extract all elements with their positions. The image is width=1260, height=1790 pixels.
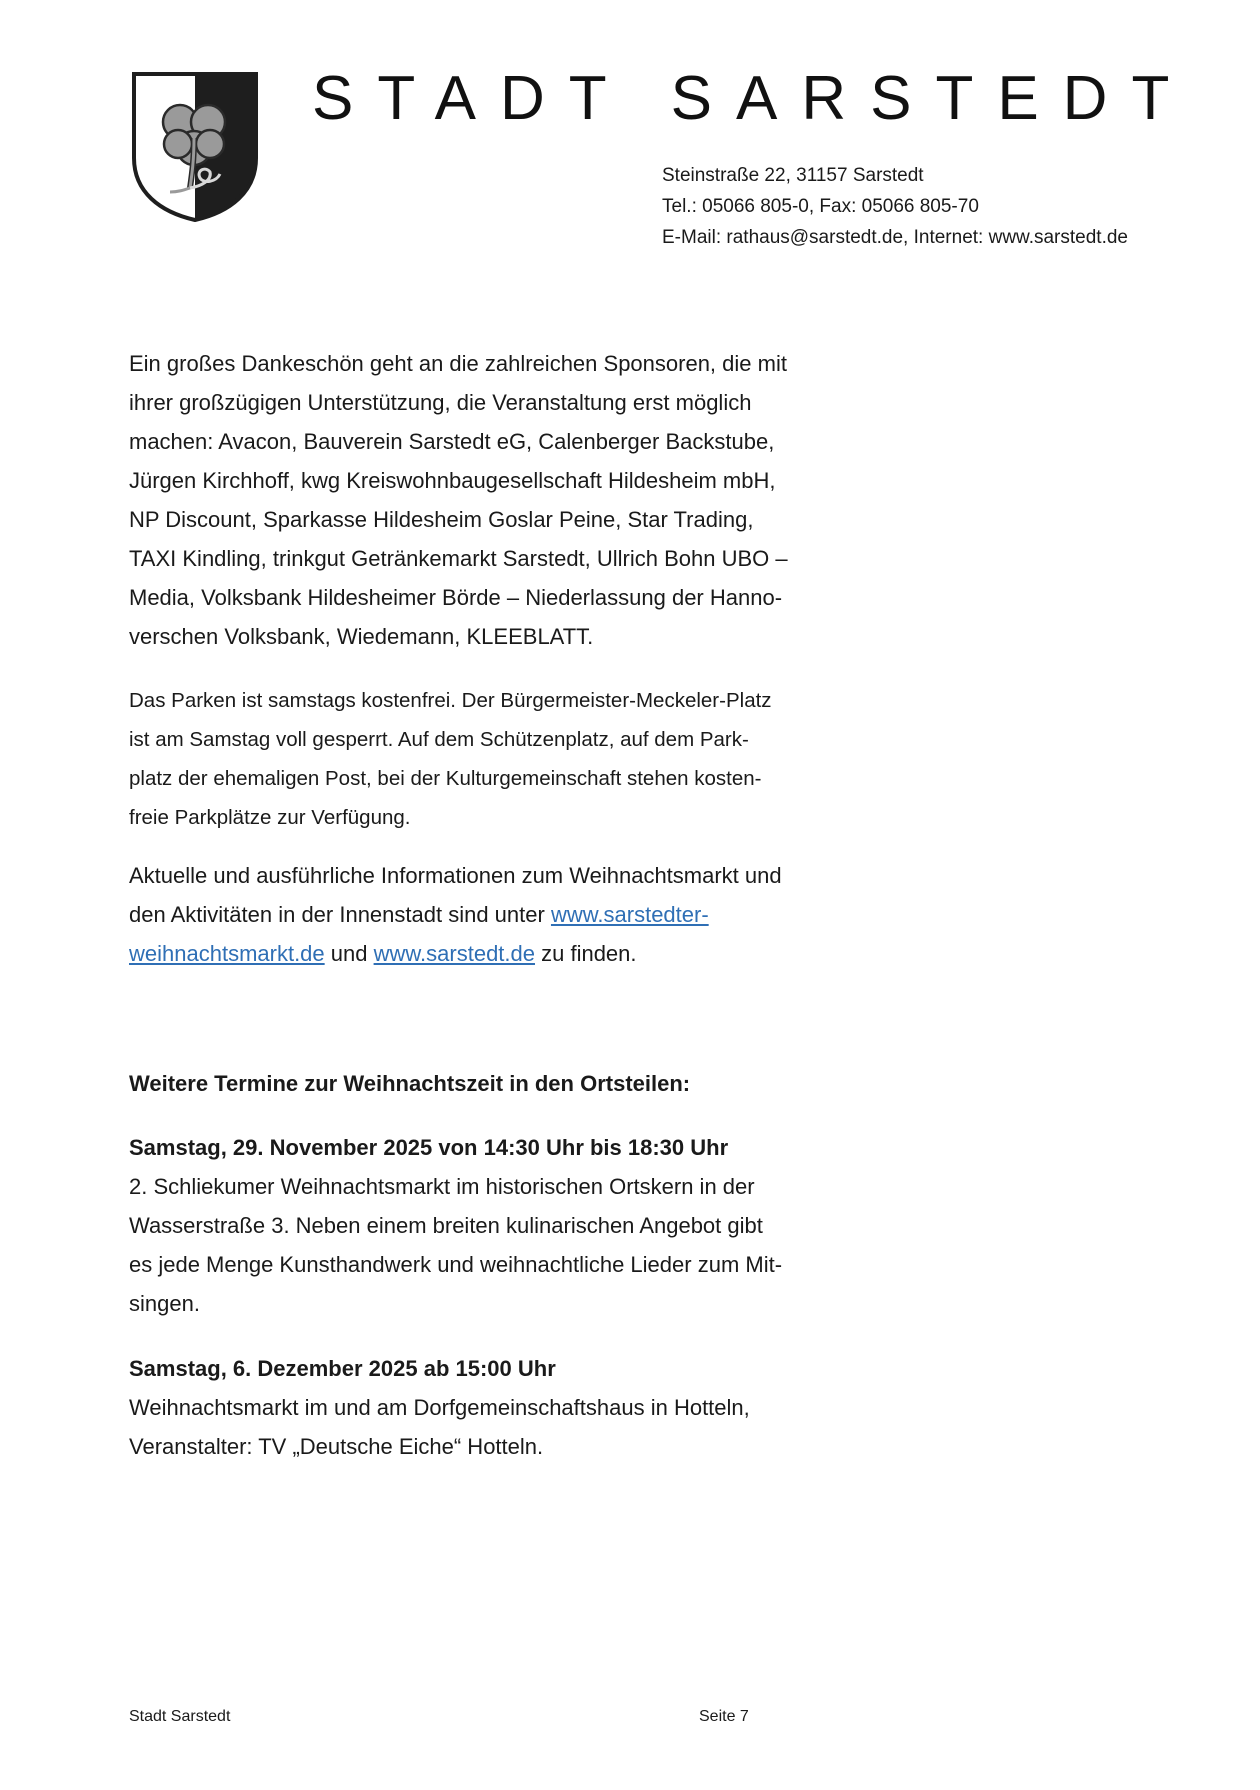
text-line bbox=[129, 934, 829, 973]
text-line: Weihnachtsmarkt im und am Dorfgemeinschaftshaus in Hotteln, bbox=[129, 1395, 750, 1420]
event1-description bbox=[129, 1167, 829, 1323]
footer-organization: Stadt Sarstedt bbox=[129, 1708, 231, 1725]
text-line: 2. Schliekumer Weihnachtsmarkt im historischen Ortskern in der bbox=[129, 1174, 755, 1199]
text-line: platz der ehemaligen Post, bei der Kulturgemeinschaft stehen kosten- bbox=[129, 767, 762, 790]
coat-of-arms-icon bbox=[130, 70, 260, 222]
text-line: Veranstalter: TV „Deutsche Eiche“ Hotteln. bbox=[129, 1434, 544, 1459]
link-sarstedter-weihnachtsmarkt-part2[interactable]: weihnachtsmarkt.de bbox=[129, 941, 325, 966]
text-line: Jürgen Kirchhoff, kwg Kreiswohnbaugesellschaft Hildesheim mbH, bbox=[129, 468, 776, 493]
text-line: Media, Volksbank Hildesheimer Börde – Niederlassung der Hanno- bbox=[129, 585, 783, 610]
address-street: Steinstraße 22, 31157 Sarstedt bbox=[662, 165, 924, 186]
sponsors-paragraph bbox=[129, 344, 829, 656]
text-line: Das Parken ist samstags kostenfrei. Der Bürgermeister-Meckeler-Platz bbox=[129, 689, 772, 712]
event1-date: Samstag, 29. November 2025 von 14:30 Uhr bis 18:30 Uhr bbox=[129, 1135, 729, 1160]
text-line: ihrer großzügigen Unterstützung, die Veranstaltung erst möglich bbox=[129, 390, 752, 415]
title-word-stadt: STADT bbox=[312, 64, 631, 133]
address-contact: E-Mail: rathaus@sarstedt.de, Internet: www.sarstedt.de bbox=[662, 227, 1128, 248]
link-sarstedter-weihnachtsmarkt-part1[interactable]: www.sarstedter- bbox=[550, 902, 709, 927]
footer-page-number: Seite 7 bbox=[699, 1708, 749, 1725]
text-line: singen. bbox=[129, 1291, 200, 1316]
text-line: machen: Avacon, Bauverein Sarstedt eG, Calenberger Backstube, bbox=[129, 429, 775, 454]
termine-heading: Weitere Termine zur Weihnachtszeit in den Ortsteilen: bbox=[129, 1071, 691, 1096]
info-text-end: zu finden. bbox=[535, 941, 637, 966]
parking-paragraph bbox=[129, 681, 829, 837]
text-line: Ein großes Dankeschön geht an die zahlreichen Sponsoren, die mit bbox=[129, 351, 787, 376]
info-text: den Aktivitäten in der Innenstadt sind unter bbox=[129, 902, 551, 927]
text-line: TAXI Kindling, trinkgut Getränkemarkt Sarstedt, Ullrich Bohn UBO – bbox=[129, 546, 788, 571]
text-line: Wasserstraße 3. Neben einem breiten kulinarischen Angebot gibt bbox=[129, 1213, 763, 1238]
page-title bbox=[312, 64, 1194, 133]
text-line: verschen Volksbank, Wiedemann, KLEEBLATT. bbox=[129, 624, 594, 649]
event2-date: Samstag, 6. Dezember 2025 ab 15:00 Uhr bbox=[129, 1356, 556, 1381]
address-phone: Tel.: 05066 805-0, Fax: 05066 805-70 bbox=[662, 196, 979, 217]
text-line: NP Discount, Sparkasse Hildesheim Goslar Peine, Star Trading, bbox=[129, 507, 754, 532]
info-paragraph bbox=[129, 856, 829, 973]
text-line: ist am Samstag voll gesperrt. Auf dem Schützenplatz, auf dem Park- bbox=[129, 728, 749, 751]
text-line bbox=[129, 895, 829, 934]
text-line: es jede Menge Kunsthandwerk und weihnachtliche Lieder zum Mit- bbox=[129, 1252, 783, 1277]
event2-description bbox=[129, 1388, 829, 1466]
title-word-sarstedt: SARSTEDT bbox=[670, 64, 1194, 133]
text-line: Aktuelle und ausführliche Informationen zum Weihnachtsmarkt und bbox=[129, 863, 782, 888]
address-block bbox=[662, 160, 1128, 253]
link-sarstedt[interactable]: www.sarstedt.de bbox=[373, 941, 535, 966]
text-line: freie Parkplätze zur Verfügung. bbox=[129, 806, 411, 829]
info-text-mid: und bbox=[324, 941, 374, 966]
